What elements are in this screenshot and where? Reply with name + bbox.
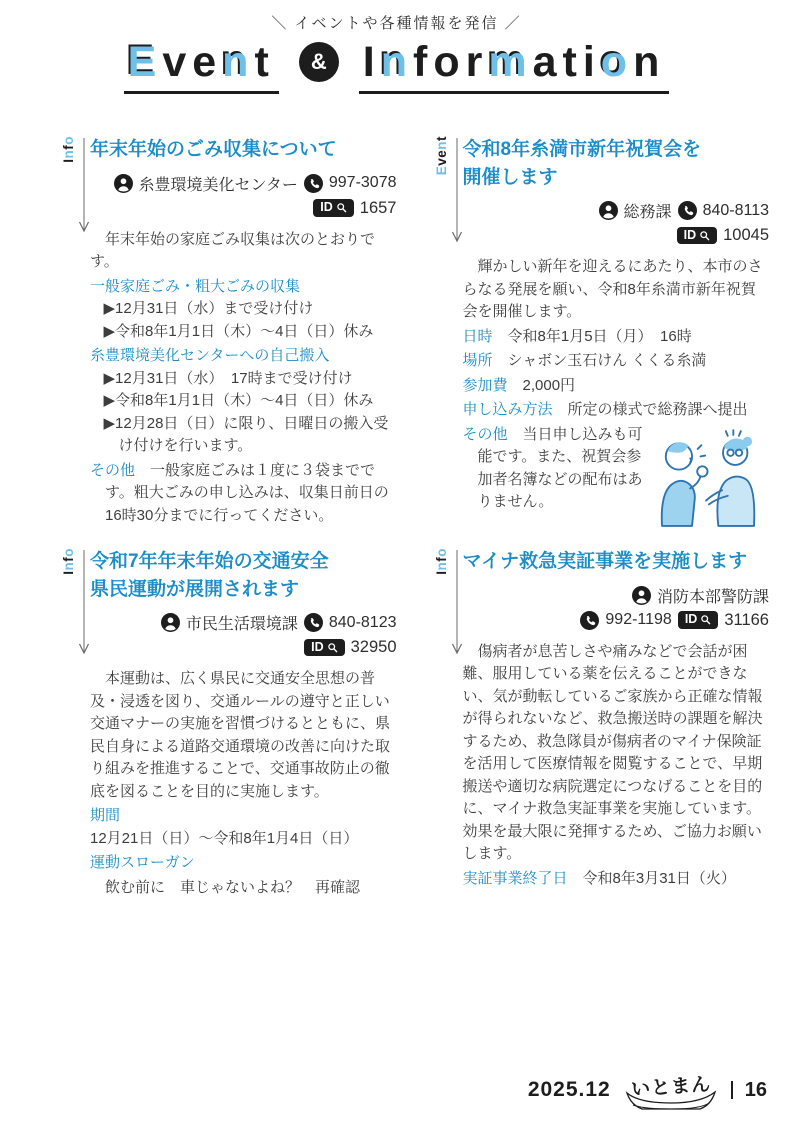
phone-icon bbox=[678, 201, 697, 220]
id-badge-label: ID bbox=[311, 639, 324, 654]
kv-line: 申し込み方法 所定の様式で総務課へ提出 bbox=[462, 401, 748, 419]
intro-paragraph: 傷病者が息苦しさや痛みなどで会話が困難、服用している薬を伝えることができない、気が動転しているご家族から正確な情報が得られないなど、救急搬送時の課題を解決するため、救急隊員が傷病者のマイナ保険証を活用して医療情報を閲覧することで、早期搬送や適切な病院選定につなげることを目的に、マイナ救急実証事業を実施しています。効果を最大限に発揮するため、ご協力お願いします。 bbox=[462, 642, 763, 863]
rail-arrow-icon bbox=[451, 138, 463, 248]
article-content bbox=[90, 548, 397, 899]
contact-dept: 総務課 bbox=[623, 204, 672, 222]
id-search-badge bbox=[304, 639, 345, 657]
kv-line: 実証事業終了日 令和8年3月31日（火） bbox=[462, 869, 736, 887]
other-label: その他 bbox=[462, 425, 508, 443]
phone-icon bbox=[304, 174, 323, 193]
page-footer bbox=[528, 1070, 767, 1110]
contact-dept: 市民生活環境課 bbox=[185, 616, 298, 634]
subheading: 一般家庭ごみ・粗大ごみの収集 bbox=[90, 277, 301, 295]
person-icon bbox=[632, 586, 651, 605]
article-body bbox=[90, 668, 397, 899]
article-garbage-collection bbox=[58, 136, 397, 548]
person-icon bbox=[599, 201, 618, 220]
title-word-event: Event bbox=[124, 39, 279, 94]
id-number: 31166 bbox=[724, 610, 769, 629]
id-line bbox=[90, 638, 397, 657]
other-paragraph bbox=[90, 460, 397, 528]
other-label: その他 bbox=[90, 461, 136, 479]
page-title bbox=[0, 39, 793, 94]
id-badge-label: ID bbox=[684, 612, 698, 627]
article-body bbox=[463, 256, 770, 514]
header-tagline: ＼ イベントや各種情報を発信 ／ bbox=[271, 15, 522, 32]
id-line bbox=[90, 199, 397, 218]
magnifier-icon bbox=[700, 614, 711, 625]
article-title: 年末年始のごみ収集について bbox=[90, 139, 337, 160]
ampersand-badge: & bbox=[299, 42, 339, 82]
article-title: 令和8年糸満市新年祝賀会を 開催します bbox=[462, 139, 702, 188]
bullet-item: ▶令和8年1月1日（木）～4日（日）休み bbox=[103, 392, 374, 410]
contact-line bbox=[463, 199, 770, 222]
info-tag-label: Info bbox=[61, 136, 76, 163]
kv-line: 期間12月21日（日）～令和8年1月4日（日） bbox=[90, 807, 359, 847]
id-number: 1657 bbox=[359, 198, 397, 217]
article-title: マイナ救急実証事業を実施します bbox=[462, 551, 748, 572]
article-content bbox=[463, 136, 770, 548]
article-content bbox=[463, 548, 770, 899]
page-header bbox=[0, 0, 793, 94]
kv-line: 日時 令和8年1月5日（月） 16時 bbox=[462, 327, 692, 345]
itoman-logo bbox=[623, 1070, 719, 1110]
person-icon bbox=[161, 613, 180, 632]
info-tag-label: Info bbox=[61, 548, 76, 575]
rail-arrow-icon bbox=[78, 550, 90, 660]
id-line bbox=[463, 611, 770, 630]
info-tag-label: Info bbox=[433, 548, 449, 575]
kv-line: 参加費 2,000円 bbox=[462, 376, 576, 394]
issue-date: 2025.12 bbox=[527, 1078, 611, 1101]
other-text: 一般家庭ごみは１度に３袋までです。粗大ごみの申し込みは、収集日前日の16時30分までに行ってください。 bbox=[105, 461, 389, 524]
article-rail bbox=[58, 548, 90, 899]
person-icon bbox=[114, 174, 133, 193]
contact-phone: 997-3078 bbox=[328, 174, 397, 192]
intro-paragraph: 輝かしい新年を迎えるにあたり、本市のさらなる発展を願い、令和8年糸満市新年祝賀会を開催します。 bbox=[462, 258, 763, 321]
phone-icon bbox=[580, 611, 599, 630]
id-badge-label: ID bbox=[683, 227, 697, 242]
article-new-year-celebration bbox=[431, 136, 770, 548]
page-separator bbox=[731, 1081, 733, 1099]
magnifier-icon bbox=[699, 230, 710, 241]
contact-line bbox=[90, 172, 397, 195]
bullet-item: ▶12月28日（日）に限り、日曜日の搬入受け付けを行います。 bbox=[103, 414, 389, 455]
magnifier-icon bbox=[336, 202, 347, 213]
intro-paragraph: 本運動は、広く県民に交通安全思想の普及・浸透を図り、交通ルールの遵守と正しい交通マナーの実施を習慣づけるとともに、県民自身による道路交通環境の改善に向けた取り組みを推進することで、交通事故防止の徹底を図ることを目的に実施します。 bbox=[90, 670, 391, 800]
event-tag-label: Event bbox=[433, 136, 449, 176]
article-body bbox=[90, 229, 397, 528]
article-rail bbox=[431, 548, 463, 899]
id-badge-label: ID bbox=[320, 200, 333, 215]
id-number: 32950 bbox=[350, 638, 397, 657]
intro-paragraph: 年末年始の家庭ごみ収集は次のとおりです。 bbox=[90, 230, 376, 271]
other-area bbox=[463, 424, 770, 514]
contact-dept: 消防本部警防課 bbox=[656, 588, 769, 606]
bullet-item: ▶12月31日（水） 17時まで受け付け bbox=[103, 369, 353, 387]
contact-line bbox=[90, 611, 397, 634]
contact-phone: 840-8123 bbox=[328, 613, 397, 631]
rail-arrow-icon bbox=[451, 550, 463, 660]
id-line bbox=[463, 226, 770, 245]
subheading: 糸豊環境美化センターへの自己搬入 bbox=[90, 347, 330, 365]
talking-people-illustration bbox=[647, 426, 769, 532]
articles-grid bbox=[58, 136, 769, 899]
title-word-information: Information bbox=[359, 39, 670, 94]
article-body bbox=[463, 641, 770, 891]
other-text: 当日申し込みも可能です。また、祝賀会参加者名簿などの配布はありません。 bbox=[477, 425, 643, 511]
rail-arrow-icon bbox=[78, 138, 90, 238]
slogan-text: 飲む前に 車じゃないよね？ 再確認 bbox=[105, 878, 361, 896]
id-search-badge bbox=[678, 611, 719, 629]
contact-dept: 糸豊環境美化センター bbox=[138, 176, 298, 194]
logo-text: いとまん bbox=[630, 1074, 712, 1101]
bullet-item: ▶12月31日（水）まで受け付け bbox=[103, 300, 314, 318]
article-rail bbox=[58, 136, 90, 548]
article-traffic-safety bbox=[58, 548, 397, 899]
article-title: 令和7年年末年始の交通安全 県民運動が展開されます bbox=[90, 551, 329, 600]
article-content bbox=[90, 136, 397, 548]
subheading: 運動スローガン bbox=[90, 854, 195, 872]
contact-phone: 840-8113 bbox=[702, 201, 769, 219]
contact-line bbox=[463, 584, 770, 607]
contact-phone: 992-1198 bbox=[605, 611, 672, 629]
article-myna-emergency bbox=[431, 548, 770, 899]
id-number: 10045 bbox=[723, 226, 769, 245]
page-number: 16 bbox=[744, 1078, 767, 1101]
bullet-item: ▶令和8年1月1日（木）～4日（日）休み bbox=[103, 322, 374, 340]
magnifier-icon bbox=[327, 642, 338, 653]
id-search-badge bbox=[313, 199, 354, 217]
id-search-badge bbox=[677, 227, 718, 245]
kv-line: 場所 シャボン玉石けん くくる糸満 bbox=[462, 352, 707, 370]
phone-icon bbox=[304, 613, 323, 632]
article-rail bbox=[431, 136, 463, 548]
